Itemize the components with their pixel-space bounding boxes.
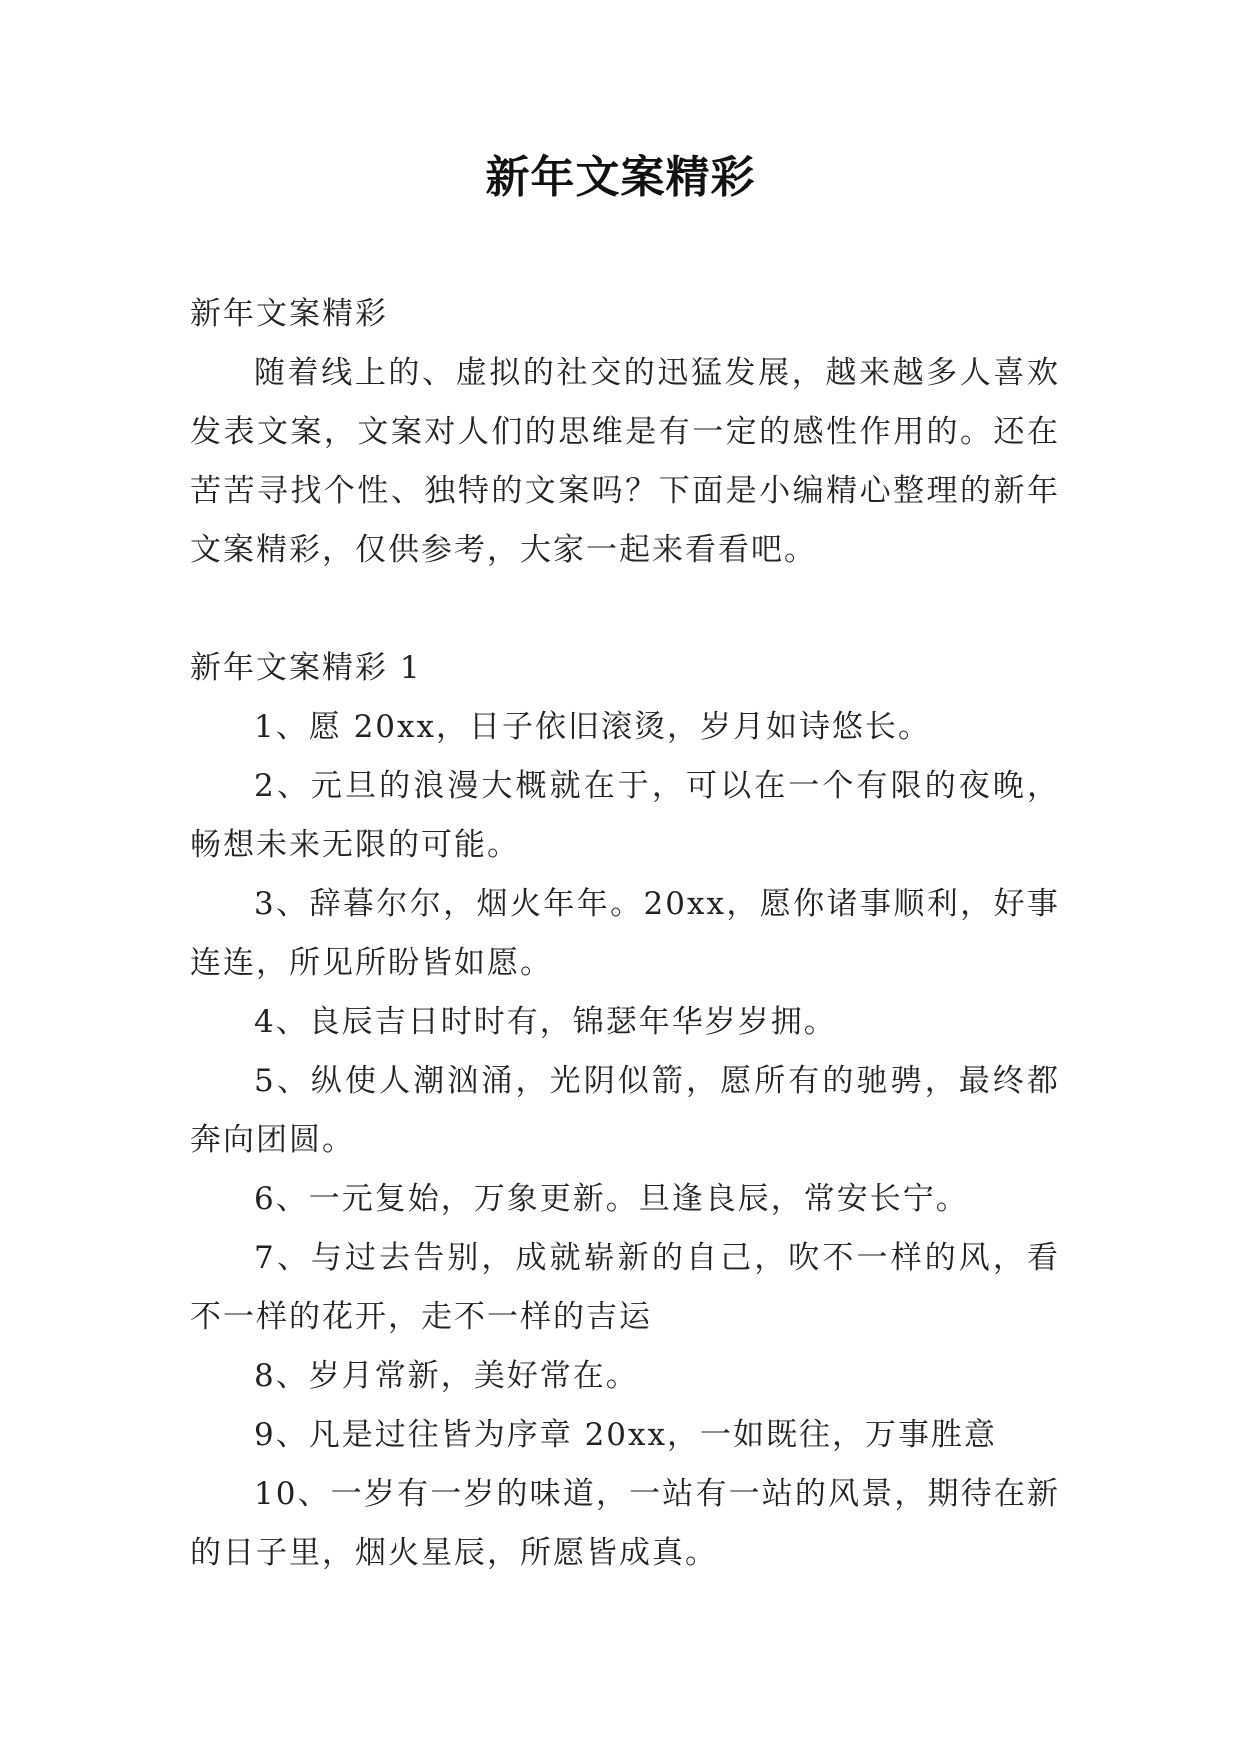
- document-body: [190, 285, 1060, 1583]
- list-item: 3、辞暮尔尔，烟火年年。20xx，愿你诸事顺利，好事连连，所见所盼皆如愿。: [190, 886, 1060, 981]
- list-item: 6、一元复始，万象更新。旦逢良辰，常安长宁。: [254, 1181, 969, 1217]
- list-item: 8、岁月常新，美好常在。: [254, 1358, 639, 1394]
- section-heading-1: 新年文案精彩 1: [190, 650, 422, 686]
- paragraph-spacer: [190, 580, 1060, 639]
- list-item: 2、元旦的浪漫大概就在于，可以在一个有限的夜晚，畅想未来无限的可能。: [190, 768, 1060, 863]
- list-item: 7、与过去告别，成就崭新的自己，吹不一样的风，看不一样的花开，走不一样的吉运: [190, 1240, 1060, 1335]
- list-item: 5、纵使人潮汹涌，光阴似箭，愿所有的驰骋，最终都奔向团圆。: [190, 1063, 1060, 1158]
- section-heading-intro: 新年文案精彩: [190, 296, 388, 332]
- intro-paragraph: 随着线上的、虚拟的社交的迅猛发展，越来越多人喜欢发表文案，文案对人们的思维是有一定的感性作用的。还在苦苦寻找个性、独特的文案吗？下面是小编精心整理的新年文案精彩，仅供参考，大家一起来看看吧。: [190, 355, 1060, 568]
- document-title: 新年文案精彩: [485, 152, 756, 203]
- list-item: 10、一岁有一岁的味道，一站有一站的风景，期待在新的日子里，烟火星辰，所愿皆成真。: [190, 1476, 1060, 1571]
- list-item: 4、良辰吉日时时有，锦瑟年华岁岁拥。: [254, 1004, 837, 1040]
- list-item: 1、愿 20xx，日子依旧滚烫，岁月如诗悠长。: [254, 709, 931, 745]
- list-item: 9、凡是过往皆为序章 20xx，一如既往，万事胜意: [254, 1417, 997, 1453]
